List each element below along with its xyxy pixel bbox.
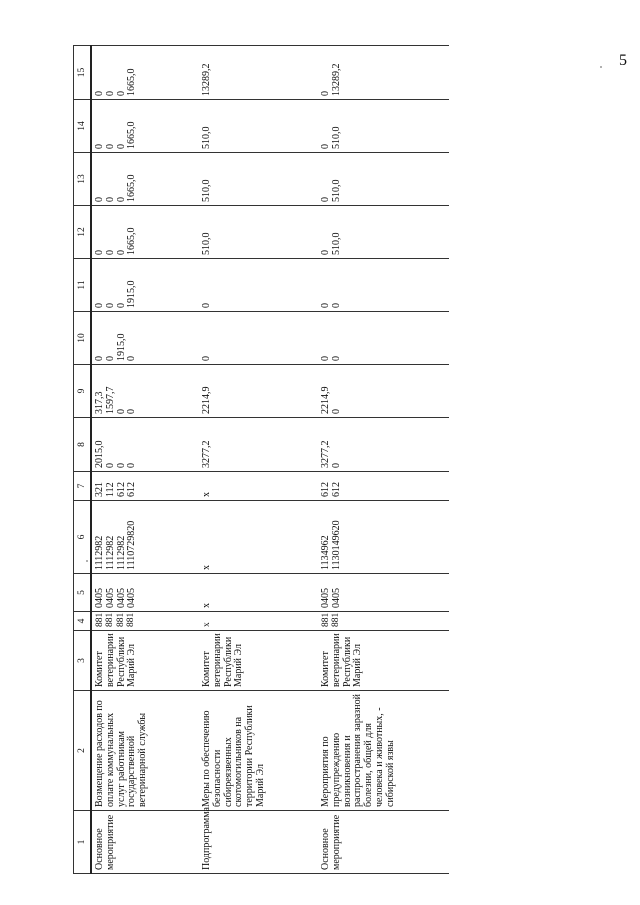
cell-c7: 612 612 xyxy=(318,472,449,501)
cell-c5: 0405 0405 xyxy=(318,574,449,612)
rotated-table-sheet xyxy=(73,63,623,874)
cell-c11: 0 xyxy=(199,259,318,312)
table-row xyxy=(199,46,318,874)
column-number-row xyxy=(74,46,92,874)
cell-c14: 0 510,0 xyxy=(318,100,449,153)
col-header: 1 xyxy=(74,811,92,874)
row-type: Основное мероприятие xyxy=(318,811,449,874)
cell-c12: 510,0 xyxy=(199,206,318,259)
cell-c4: x xyxy=(199,612,318,631)
cell-c13: 0 510,0 xyxy=(318,153,449,206)
cell-c13: 510,0 xyxy=(199,153,318,206)
cell-c4: 881 881 xyxy=(318,612,449,631)
row-executor: Комитет ветеринарии Республики Марий Эл xyxy=(318,631,449,691)
col-header: 4 xyxy=(74,612,92,631)
cell-c6: 1134962 1130149620 xyxy=(318,501,449,574)
cell-c7: 321 112 612 612 xyxy=(91,472,199,501)
col-header: 6 xyxy=(74,501,92,574)
cell-c13: 0 0 0 1665,0 xyxy=(91,153,199,206)
cell-c14: 510,0 xyxy=(199,100,318,153)
col-header: 15 xyxy=(74,46,92,100)
col-header: 7 xyxy=(74,472,92,501)
table-row xyxy=(318,46,449,874)
col-header: 14 xyxy=(74,100,92,153)
cell-c9: 2214,9 xyxy=(199,365,318,418)
page-number: 5 xyxy=(619,52,627,69)
cell-c11: 0 0 xyxy=(318,259,449,312)
cell-c5: 0405 0405 0405 0405 xyxy=(91,574,199,612)
cell-c9: 317,3 1597,7 0 0 xyxy=(91,365,199,418)
cell-c5: x xyxy=(199,574,318,612)
col-header: 2 xyxy=(74,691,92,811)
row-type: Основное мероприятие xyxy=(91,811,199,874)
row-title: Мероприятия по предупреждению возникновения и распространения заразной болезни, общей для человека и животных, - сибирской язвы xyxy=(318,691,449,811)
col-header: 10 xyxy=(74,312,92,365)
cell-c6: 1112982 1112982 1112982 1110729820 xyxy=(91,501,199,574)
row-executor: Комитет ветеринарии Республики Марий Эл xyxy=(91,631,199,691)
row-type: Подпрограмма xyxy=(199,811,318,874)
cell-c9: 2214,9 0 xyxy=(318,365,449,418)
table-row xyxy=(91,46,199,874)
cell-c10: 0 0 1915,0 0 xyxy=(91,312,199,365)
cell-c8: 2015,0 0 0 0 xyxy=(91,418,199,472)
col-header: 9 xyxy=(74,365,92,418)
row-title: Возмещение расходов по оплате коммунальных услуг работникам государственной ветеринарной службы xyxy=(91,691,199,811)
cell-c14: 0 0 0 1665,0 xyxy=(91,100,199,153)
cell-c12: 0 0 0 1665,0 xyxy=(91,206,199,259)
cell-c15: 13289,2 xyxy=(199,46,318,100)
cell-c10: 0 xyxy=(199,312,318,365)
cell-c8: 3277,2 0 xyxy=(318,418,449,472)
cell-c4: 881 881 881 881 xyxy=(91,612,199,631)
cell-c6: x xyxy=(199,501,318,574)
cell-c12: 0 510,0 xyxy=(318,206,449,259)
col-header: 11 xyxy=(74,259,92,312)
col-header: 5 xyxy=(74,574,92,612)
col-header: 3 xyxy=(74,631,92,691)
cell-c15: 0 0 0 1665,0 xyxy=(91,46,199,100)
cell-c7: x xyxy=(199,472,318,501)
cell-c10: 0 0 xyxy=(318,312,449,365)
cell-c15: 0 13289,2 xyxy=(318,46,449,100)
cell-c8: 3277,2 xyxy=(199,418,318,472)
cell-c11: 0 0 0 1915,0 xyxy=(91,259,199,312)
col-header: 12 xyxy=(74,206,92,259)
row-title: Меры по обеспечению безопасности сибиреязвенных скотомогильников на территории Республики Марий Эл xyxy=(199,691,318,811)
budget-table xyxy=(73,45,449,874)
col-header: 13 xyxy=(74,153,92,206)
row-executor: Комитет ветеринарии Республики Марий Эл xyxy=(199,631,318,691)
col-header: 8 xyxy=(74,418,92,472)
